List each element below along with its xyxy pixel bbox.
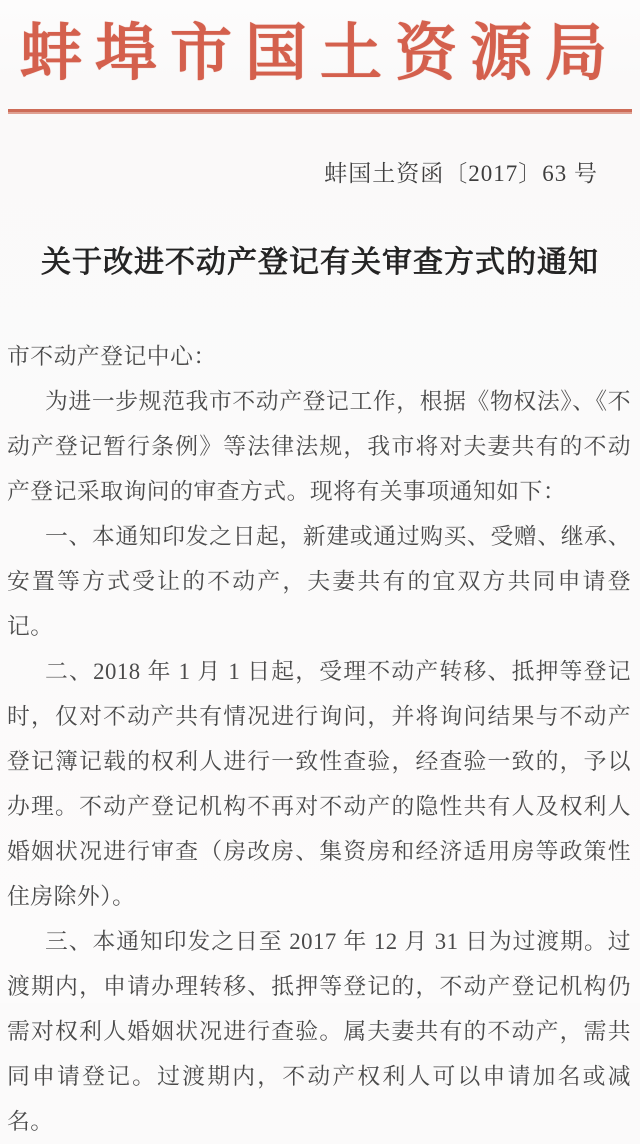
body-paragraph-item-2: 二、2018 年 1 月 1 日起，受理不动产转移、抵押等登记时，仅对不动产共有情况进行询问，并将询问结果与不动产登记簿记载的权利人进行一致性查验，经查验一致的，予以办理。不动产登记机构不再对不动产的隐性共有人及权利人婚姻状况进行审查（房改房、集资房和经济适用房等政策性住房除外）。 [7,659,631,909]
document-reference-number: 蚌国土资函〔2017〕63 号 [324,161,598,186]
salutation-line: 市不动产登记中心： [7,344,217,369]
letterhead-double-rule [8,109,632,114]
body-paragraph-item-1: 一、本通知印发之日起，新建或通过购买、受赠、继承、安置等方式受让的不动产，夫妻共有的宜双方共同申请登记。 [7,524,631,639]
document-body [0,334,640,1144]
body-paragraph-item-3: 三、本通知印发之日至 2017 年 12 月 31 日为过渡期。过渡期内，申请办理转移、抵押等登记的，不动产登记机构仍需对权利人婚姻状况进行查验。属夫妻共有的不动产，需共同申请登记。过渡期内，不动产权利人可以申请加名或减名。 [7,929,631,1134]
body-paragraph-intro: 为进一步规范我市不动产登记工作，根据《物权法》、《不动产登记暂行条例》等法律法规，我市将对夫妻共有的不动产登记采取询问的审查方式。现将有关事项通知如下： [7,389,631,504]
letterhead-agency-name: 蚌埠市国土资源局 [19,20,620,88]
document-title: 关于改进不动产登记有关审查方式的通知 [41,246,599,279]
